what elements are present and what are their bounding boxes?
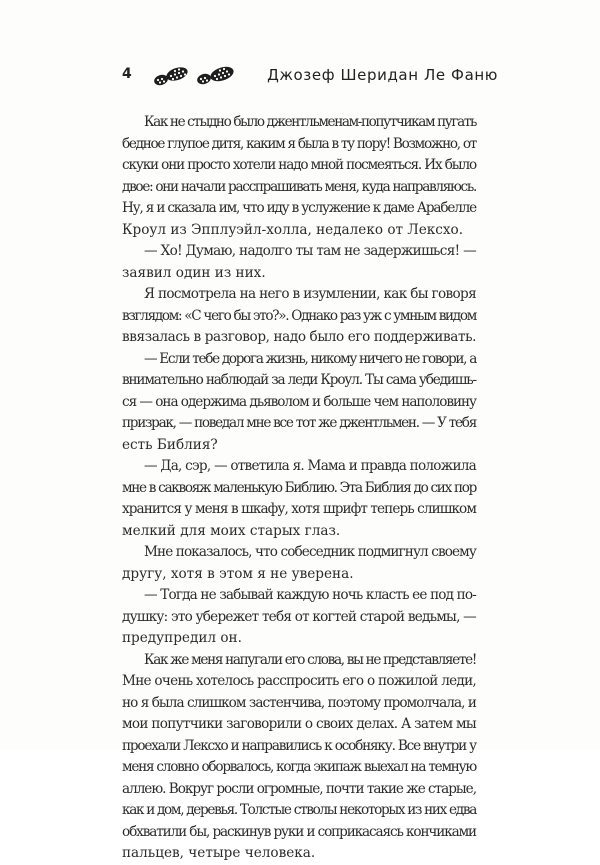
text-line: — Хо! Думаю, надолго ты там не задержишься! — bbox=[144, 243, 476, 259]
text-line: мелкий для моих старых глаз. bbox=[122, 522, 341, 539]
text-line: обхватили бы, раскинув руки и соприкасаясь кончиками bbox=[122, 823, 476, 840]
text-line: Как же меня напугали его слова, вы не представляете! bbox=[144, 651, 476, 668]
text-line: двое: они начали расспрашивать меня, куда направляюсь. bbox=[122, 178, 476, 195]
paragraph bbox=[122, 241, 498, 284]
text-line: Ну, я и сказала им, что иду в услужение к даме Арабелле bbox=[122, 200, 476, 216]
text-line: — Да, сэр, — ответила я. Мама и правда положила bbox=[144, 458, 476, 474]
text-line: призрак, — поведал мне все тот же джентльмен. — У тебя bbox=[122, 415, 476, 431]
text-line: Кроул из Эпплуэйл-холла, недалеко от Лексхо. bbox=[122, 221, 464, 238]
text-line: — Тогда не забывай каждую ночь класть ее под по- bbox=[144, 587, 476, 603]
text-line: Я посмотрела на него в изумлении, как бы говоря bbox=[144, 286, 476, 302]
text-line: есть Библия? bbox=[122, 436, 218, 453]
text-line: Мне показалось, что собеседник подмигнул своему bbox=[144, 544, 476, 560]
paragraph bbox=[122, 284, 498, 349]
text-line: скуки они просто хотели надо мной посмеяться. Их было bbox=[122, 157, 476, 173]
text-line: мне в саквояж маленькую Библию. Эта Библия до сих пор bbox=[122, 479, 476, 496]
text-line: ся — она одержима дьяволом и больше чем наполовину bbox=[122, 393, 476, 410]
paragraph bbox=[122, 112, 498, 241]
text-line: душку: это убережет тебя от когтей старой ведьмы, — bbox=[122, 608, 476, 625]
text-line: проехали Лексхо и направились к особняку. Все внутри у bbox=[122, 737, 476, 754]
text-line: Мне очень хотелось расспросить его о пожилой леди, bbox=[122, 673, 476, 689]
text-line: заявил один из них. bbox=[122, 264, 266, 281]
paragraph bbox=[122, 349, 498, 457]
paragraph bbox=[122, 585, 498, 650]
page-number: 4 bbox=[122, 66, 132, 82]
text-line: меня словно оборвалось, когда экипаж выехал на темную bbox=[122, 759, 476, 775]
text-line: внимательно наблюдай за леди Кроул. Ты сама убедишь- bbox=[122, 372, 476, 388]
text-line: аллею. Вокруг росли огромные, почти такие же старые, bbox=[122, 780, 476, 797]
text-line: но я была слишком застенчива, поэтому промолчала, и bbox=[122, 694, 476, 711]
text-line: — Если тебе дорога жизнь, никому ничего не говори, а bbox=[144, 350, 476, 367]
footprints-icon bbox=[146, 64, 246, 88]
page-header bbox=[122, 58, 498, 90]
text-line: другу, хотя в этом я не уверена. bbox=[122, 565, 354, 582]
text-line: хранится у меня в шкафу, хотя шрифт теперь слишком bbox=[122, 501, 476, 517]
text-line: мои попутчики заговорили о своих делах. А затем мы bbox=[122, 716, 476, 732]
text-line: пальцев, четыре человека. bbox=[122, 845, 316, 861]
running-title: Джозеф Шеридан Ле Фаню bbox=[267, 66, 498, 84]
text-line: Как не стыдно было джентльменам-попутчикам пугать bbox=[144, 114, 476, 130]
text-line: предупредил он. bbox=[122, 630, 242, 646]
paragraph bbox=[122, 456, 498, 542]
text-line: ввязалась в разговор, надо было его поддерживать. bbox=[122, 329, 476, 345]
paragraph bbox=[122, 650, 498, 865]
body-text bbox=[122, 112, 498, 865]
paragraph bbox=[122, 542, 498, 585]
text-line: бедное глупое дитя, каким я была в ту пору! Возможно, от bbox=[122, 135, 476, 152]
text-line: как и дом, деревья. Толстые стволы некоторых из них едва bbox=[122, 802, 476, 818]
text-line: взглядом: «С чего бы это?». Однако раз уж с умным видом bbox=[122, 307, 476, 324]
